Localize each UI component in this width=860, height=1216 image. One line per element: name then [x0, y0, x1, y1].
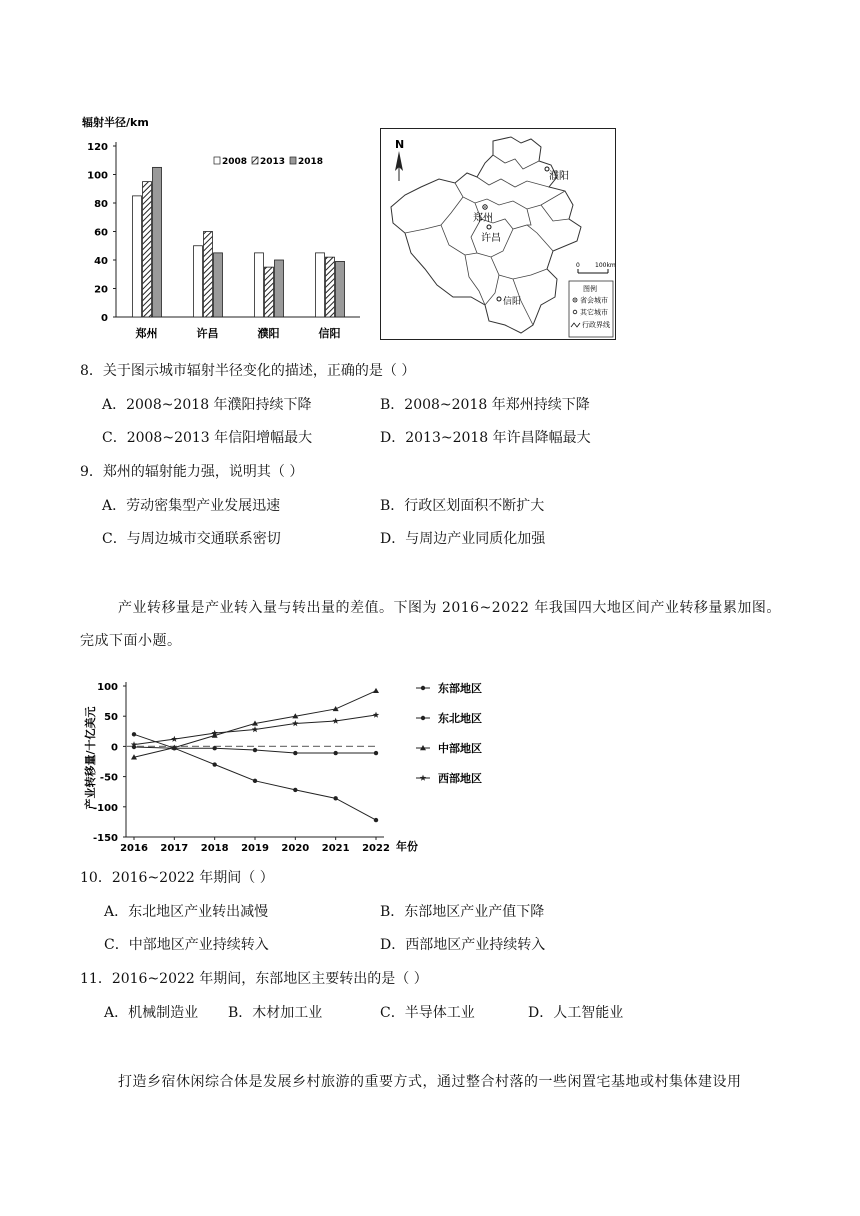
- line-y-tick-label: -50: [99, 772, 118, 784]
- line-x-tick-label: 2019: [241, 843, 269, 854]
- map-legend-capital: 省会城市: [580, 296, 608, 305]
- bar-y-tick-label: 60: [94, 227, 108, 239]
- bar-legend-swatch-2013: [252, 157, 258, 164]
- bar-2008-濮阳: [255, 253, 264, 317]
- city-zhengzhou: 郑州: [473, 213, 493, 224]
- line-x-tick-label: 2018: [200, 843, 229, 854]
- line-chart-xlabel: 年份: [396, 840, 418, 853]
- bar-chart: [78, 110, 368, 342]
- map-legend-boundary: 行政界线: [582, 321, 610, 329]
- bar-y-tick-label: 0: [101, 313, 108, 324]
- scale-zero: 0: [576, 262, 580, 269]
- question-9-option-c[interactable]: C．与周边城市交通联系密切: [102, 531, 281, 547]
- city-xuchang: 许昌: [481, 233, 501, 244]
- bar-legend-label: 2013: [260, 157, 286, 167]
- legend-marker-东北地区: [421, 716, 425, 720]
- map-legend: [569, 281, 613, 337]
- question-11-option-a[interactable]: A．机械制造业: [104, 1005, 199, 1021]
- point-东部地区-2020: [293, 788, 297, 792]
- bar-category-label: 信阳: [318, 327, 341, 340]
- point-东北地区-2022: [374, 751, 378, 755]
- legend-marker-西部地区: [420, 775, 426, 781]
- city-xinyang: 信阳: [503, 297, 522, 307]
- line-chart: [78, 656, 498, 860]
- point-西部地区-2022: [373, 712, 379, 718]
- line-y-tick-label: 50: [104, 712, 118, 724]
- bar-chart-ylabel: 辐射半径/km: [82, 116, 149, 129]
- bar-y-tick-label: 20: [94, 284, 108, 296]
- point-东北地区-2019: [253, 748, 257, 752]
- bar-legend-label: 2018: [298, 157, 324, 167]
- bar-2013-濮阳: [265, 267, 274, 317]
- bar-y-tick-label: 120: [87, 142, 108, 153]
- bar-2013-信阳: [326, 257, 335, 317]
- passage-1-line-1: 产业转移量是产业转入量与转出量的差值。下图为 2016~2022 年我国四大地区间产业转移量累加图。: [118, 600, 781, 616]
- point-东部地区-2022: [374, 818, 378, 822]
- bar-category-label: 郑州: [135, 327, 158, 340]
- series-line-东部地区: [134, 734, 376, 820]
- bar-2008-许昌: [194, 246, 203, 317]
- bar-2013-许昌: [204, 232, 213, 318]
- bar-legend-swatch-2008: [214, 157, 220, 164]
- line-x-tick-label: 2017: [160, 843, 189, 854]
- line-y-tick-label: 100: [97, 682, 118, 693]
- map-legend-other: 其它城市: [580, 308, 608, 317]
- point-西部地区-2019: [252, 726, 258, 732]
- question-8-option-b[interactable]: B．2008~2018 年郑州持续下降: [380, 397, 590, 413]
- scale-bar: [576, 262, 615, 273]
- question-10-option-d[interactable]: D．西部地区产业持续转入: [380, 937, 546, 953]
- bar-2018-郑州: [153, 167, 162, 317]
- point-东部地区-2018: [212, 762, 216, 766]
- point-东部地区-2021: [333, 796, 337, 800]
- bar-category-label: 许昌: [196, 327, 219, 340]
- bar-2018-濮阳: [275, 260, 284, 317]
- bar-y-tick-label: 80: [94, 199, 108, 210]
- bar-2018-信阳: [336, 261, 345, 317]
- legend-label: 西部地区: [438, 772, 482, 785]
- bar-legend-label: 2008: [222, 157, 248, 167]
- question-10-option-a[interactable]: A．东北地区产业转出减慢: [104, 904, 269, 920]
- scale-end: 100km: [595, 262, 615, 269]
- point-东北地区-2020: [293, 751, 297, 755]
- question-8-option-d[interactable]: D．2013~2018 年许昌降幅最大: [380, 430, 591, 446]
- bar-y-tick-label: 100: [87, 170, 108, 182]
- point-西部地区-2017: [171, 736, 177, 742]
- question-8-option-a[interactable]: A．2008~2018 年濮阳持续下降: [102, 397, 312, 413]
- point-中部地区-2022: [373, 688, 379, 693]
- line-y-tick-label: -100: [92, 802, 118, 814]
- question-8-stem: 8．关于图示城市辐射半径变化的描述，正确的是（ ）: [80, 363, 416, 379]
- question-11-option-c[interactable]: C．半导体工业: [380, 1005, 475, 1021]
- bar-2013-郑州: [143, 182, 152, 317]
- line-x-tick-label: 2021: [321, 843, 350, 854]
- line-chart-ylabel: 产业转移量/十亿美元: [84, 706, 97, 810]
- question-11-stem: 11．2016~2022 年期间，东部地区主要转出的是（ ）: [80, 971, 428, 987]
- line-x-tick-label: 2020: [281, 843, 310, 854]
- point-东北地区-2018: [212, 746, 216, 750]
- passage-1-line-2: 完成下面小题。: [80, 633, 182, 649]
- question-9-stem: 9．郑州的辐射能力强，说明其（ ）: [80, 464, 304, 480]
- bar-2008-信阳: [316, 253, 325, 317]
- point-东部地区-2019: [253, 779, 257, 783]
- bar-legend-swatch-2018: [290, 157, 296, 164]
- question-9-option-d[interactable]: D．与周边产业同质化加强: [380, 531, 546, 547]
- legend-label: 东部地区: [438, 682, 482, 695]
- question-10-option-c[interactable]: C．中部地区产业持续转入: [104, 937, 269, 953]
- passage-2-line-1: 打造乡宿休闲综合体是发展乡村旅游的重要方式，通过整合村落的一些闲置宅基地或村集体建设用: [118, 1074, 742, 1090]
- point-东部地区-2016: [132, 732, 136, 736]
- city-marker-xuchang: [487, 225, 491, 229]
- question-8-option-c[interactable]: C．2008~2013 年信阳增幅最大: [102, 430, 313, 446]
- bar-2018-许昌: [214, 253, 223, 317]
- legend-label: 东北地区: [438, 712, 482, 725]
- point-西部地区-2021: [332, 718, 338, 724]
- city-puyang: 濮阳: [549, 171, 569, 182]
- legend-marker-东部地区: [421, 686, 425, 690]
- question-10-stem: 10．2016~2022 年期间（ ）: [80, 870, 274, 886]
- line-y-tick-label: 0: [111, 742, 118, 754]
- question-10-option-b[interactable]: B．东部地区产业产值下降: [380, 904, 545, 920]
- question-9-option-a[interactable]: A．劳动密集型产业发展迅速: [102, 498, 281, 514]
- line-y-tick-label: -150: [92, 833, 118, 844]
- north-label: N: [395, 138, 405, 151]
- point-西部地区-2020: [292, 720, 298, 726]
- north-arrow-icon: [395, 151, 403, 181]
- point-东北地区-2021: [333, 751, 337, 755]
- bar-y-tick-label: 40: [94, 256, 108, 267]
- city-marker-xinyang: [497, 297, 501, 301]
- map-legend-title: 图例: [583, 285, 597, 293]
- bar-category-label: 濮阳: [257, 327, 280, 340]
- question-9-option-b[interactable]: B．行政区划面积不断扩大: [380, 498, 545, 514]
- line-x-tick-label: 2022: [362, 843, 390, 854]
- question-11-option-d[interactable]: D．人工智能业: [528, 1005, 624, 1021]
- bar-2008-郑州: [133, 196, 142, 317]
- henan-map: [380, 128, 616, 340]
- legend-label: 中部地区: [438, 742, 482, 755]
- line-x-tick-label: 2016: [120, 843, 148, 854]
- question-11-option-b[interactable]: B．木材加工业: [228, 1005, 323, 1021]
